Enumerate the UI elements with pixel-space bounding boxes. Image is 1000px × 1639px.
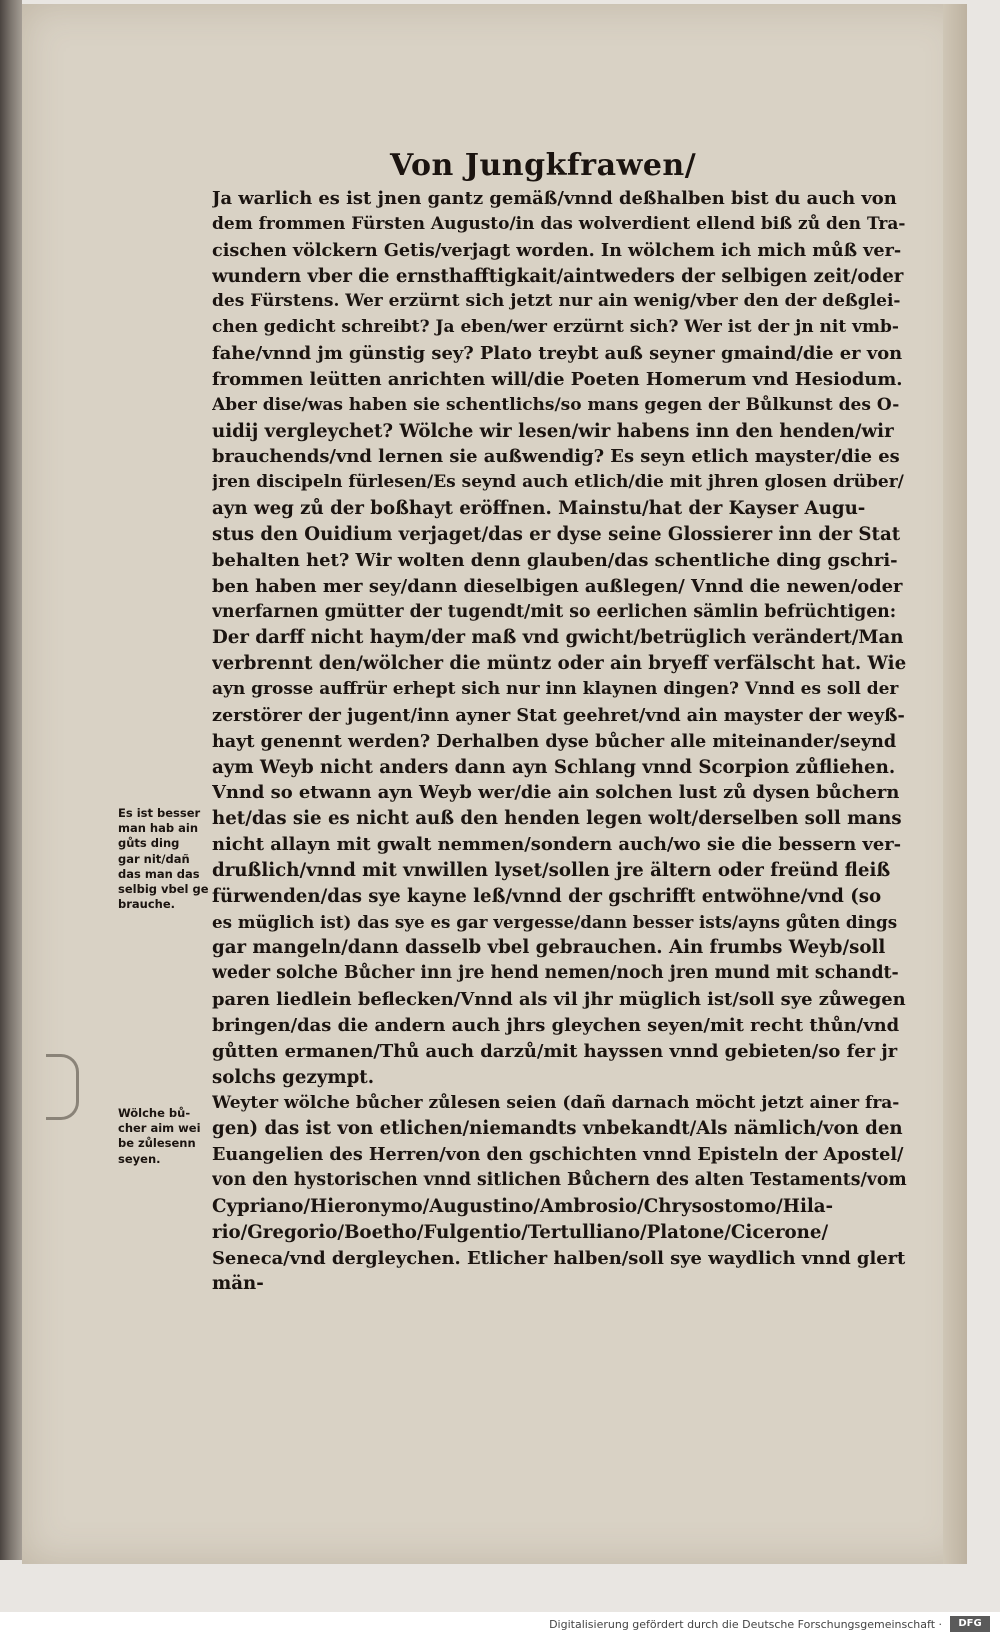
marginal-note-line: man hab ain	[118, 821, 199, 836]
text-line: stus den Ouidium verjaget/das er dyse seine Glossierer inn der Stat	[212, 523, 901, 545]
marginal-note-1	[118, 806, 212, 912]
text-line: ben haben mer sey/dann dieselbigen außlegen/ Vnnd die newen/oder	[212, 575, 903, 597]
text-line: frommen leütten anrichten will/die Poeten Homerum vnd Hesiodum.	[212, 368, 903, 390]
text-line: gůtten ermanen/Thů auch darzů/mit hayssen vnnd gebieten/so fer jr	[212, 1040, 898, 1062]
text-line: ayn weg zů der boßhayt eröffnen. Mainstu/hat der Kayser Augu-	[212, 498, 866, 520]
running-head: Von Jungkfrawen/	[390, 148, 697, 183]
text-line: Vnnd so etwann ayn Weyb wer/die ain solchen lust zů dysen bůchern	[212, 782, 900, 804]
dfg-logo: DFG	[950, 1616, 990, 1632]
text-line: drußlich/vnnd mit vnwillen lyset/sollen jre ältern oder freünd fleiß	[212, 859, 891, 881]
text-line: fürwenden/das sye kayne leß/vnnd der gschrifft entwöhne/vnd (so	[212, 885, 882, 907]
text-line: cischen völckern Getis/verjagt worden. In wölchem ich mich můß ver-	[212, 239, 902, 261]
text-line: rio/Gregorio/Boetho/Fulgentio/Tertulliano/Platone/Cicerone/	[212, 1221, 829, 1243]
paper-clip	[46, 1054, 79, 1120]
text-line: verbrennt den/wölcher die müntz oder ain bryeff verfälscht hat. Wie	[212, 653, 907, 675]
text-line: Cypriano/Hieronymo/Augustino/Ambrosio/Chrysostomo/Hila-	[212, 1195, 834, 1217]
text-line: chen gedicht schreibt? Ja eben/wer erzürnt sich? Wer ist der jn nit vmb-	[212, 317, 899, 338]
page-fold	[943, 4, 967, 1564]
marginal-note-line: das man das	[118, 866, 200, 881]
marginal-note-line: Es ist besser	[118, 806, 201, 820]
text-line: män-	[212, 1273, 264, 1295]
text-line: bringen/das die andern auch jhrs gleychen seyen/mit recht thůn/vnd	[212, 1015, 900, 1036]
text-line: es müglich ist) das sye es gar vergesse/dann besser ists/ayns gůten dings	[212, 911, 898, 932]
text-line: zerstörer der jugent/inn ayner Stat geehret/vnd ain mayster der weyß-	[212, 704, 905, 726]
text-line: wundern vber die ernsthafftigkait/aintweders der selbigen zeit/oder	[212, 265, 904, 287]
funding-credit: Digitalisierung gefördert durch die Deutsche Forschungsgemeinschaft ·	[549, 1618, 942, 1631]
text-line: von den hystorischen vnnd sitlichen Bůchern des alten Testaments/vom	[212, 1170, 907, 1191]
text-line: paren liedlein beflecken/Vnnd als vil jhr müglich ist/soll sye zůwegen	[212, 989, 906, 1011]
text-line: nicht allayn mit gwalt nemmen/sondern auch/wo sie die bessern ver-	[212, 834, 902, 856]
main-text-block	[212, 186, 907, 1297]
text-line: fahe/vnnd jm günstig sey? Plato treybt auß seyner gmaind/die er von	[212, 343, 903, 365]
text-line: behalten het? Wir wolten denn glauben/das schentliche ding gschri-	[212, 549, 898, 571]
text-line: solchs gezympt.	[212, 1066, 375, 1088]
text-line: Weyter wölche bůcher zůlesen seien (dañ darnach möcht jetzt ainer fra-	[212, 1092, 900, 1113]
marginal-note-line: gůts ding	[118, 836, 180, 851]
marginal-note-line: gar nit/dañ	[118, 851, 190, 866]
book-edge	[0, 0, 22, 1560]
text-line: aym Weyb nicht anders dann ayn Schlang vnnd Scorpion zůfliehen.	[212, 756, 896, 778]
marginal-note-line: seyen.	[118, 1151, 161, 1166]
footer-bar	[0, 1612, 1000, 1639]
text-line: ayn grosse auffrür erhept sich nur inn klaynen dingen? Vnnd es soll der	[212, 679, 899, 700]
marginal-note-line: be zůlesenn	[118, 1136, 196, 1151]
text-line: gar mangeln/dann dasselb vbel gebrauchen. Ain frumbs Weyb/soll	[212, 937, 886, 959]
text-line: uidij vergleychet? Wölche wir lesen/wir habens inn den henden/wir	[212, 420, 894, 442]
marginal-note-line: Wölche bů-	[118, 1106, 191, 1120]
text-line: Aber dise/was haben sie schentlichs/so mans gegen der Bůlkunst des O-	[212, 394, 900, 415]
marginal-note-line: selbig vbel ge	[118, 882, 209, 897]
text-line: brauchends/vnd lernen sie außwendig? Es seyn etlich mayster/die es	[212, 446, 900, 468]
text-line: gen) das ist von etlichen/niemandts vnbekandt/Als nämlich/von den	[212, 1118, 903, 1140]
text-line: weder solche Bůcher inn jre hend nemen/noch jren mund mit schandt-	[212, 963, 899, 984]
text-line: des Fürstens. Wer erzürnt sich jetzt nur ain wenig/vber den der deßglei-	[212, 291, 901, 312]
text-line: Ja warlich es ist jnen gantz gemäß/vnnd deßhalben bist du auch von	[212, 188, 897, 209]
marginal-note-line: cher aim wei	[118, 1121, 201, 1136]
text-line: Seneca/vnd dergleychen. Etlicher halben/soll sye waydlich vnnd glert	[212, 1247, 906, 1269]
marginal-note-line: brauche.	[118, 897, 176, 912]
text-line: Euangelien des Herren/von den gschichten vnnd Episteln der Apostel/	[212, 1144, 904, 1166]
marginal-note-2	[118, 1106, 212, 1167]
text-line: jren discipeln fürlesen/Es seynd auch etlich/die mit jhren glosen drüber/	[212, 472, 904, 493]
text-line: dem frommen Fürsten Augusto/in das wolverdient ellend biß zů den Tra-	[212, 213, 906, 234]
text-line: hayt genennt werden? Derhalben dyse bůcher alle miteinander/seynd	[212, 730, 897, 752]
text-line: Der darff nicht haym/der maß vnd gwicht/betrüglich verändert/Man	[212, 627, 904, 649]
text-line: het/das sie es nicht auß den henden legen wolt/derselben soll mans	[212, 808, 902, 830]
text-line: vnerfarnen gmütter der tugendt/mit so eerlichen sämlin befrüchtigen:	[212, 601, 897, 622]
